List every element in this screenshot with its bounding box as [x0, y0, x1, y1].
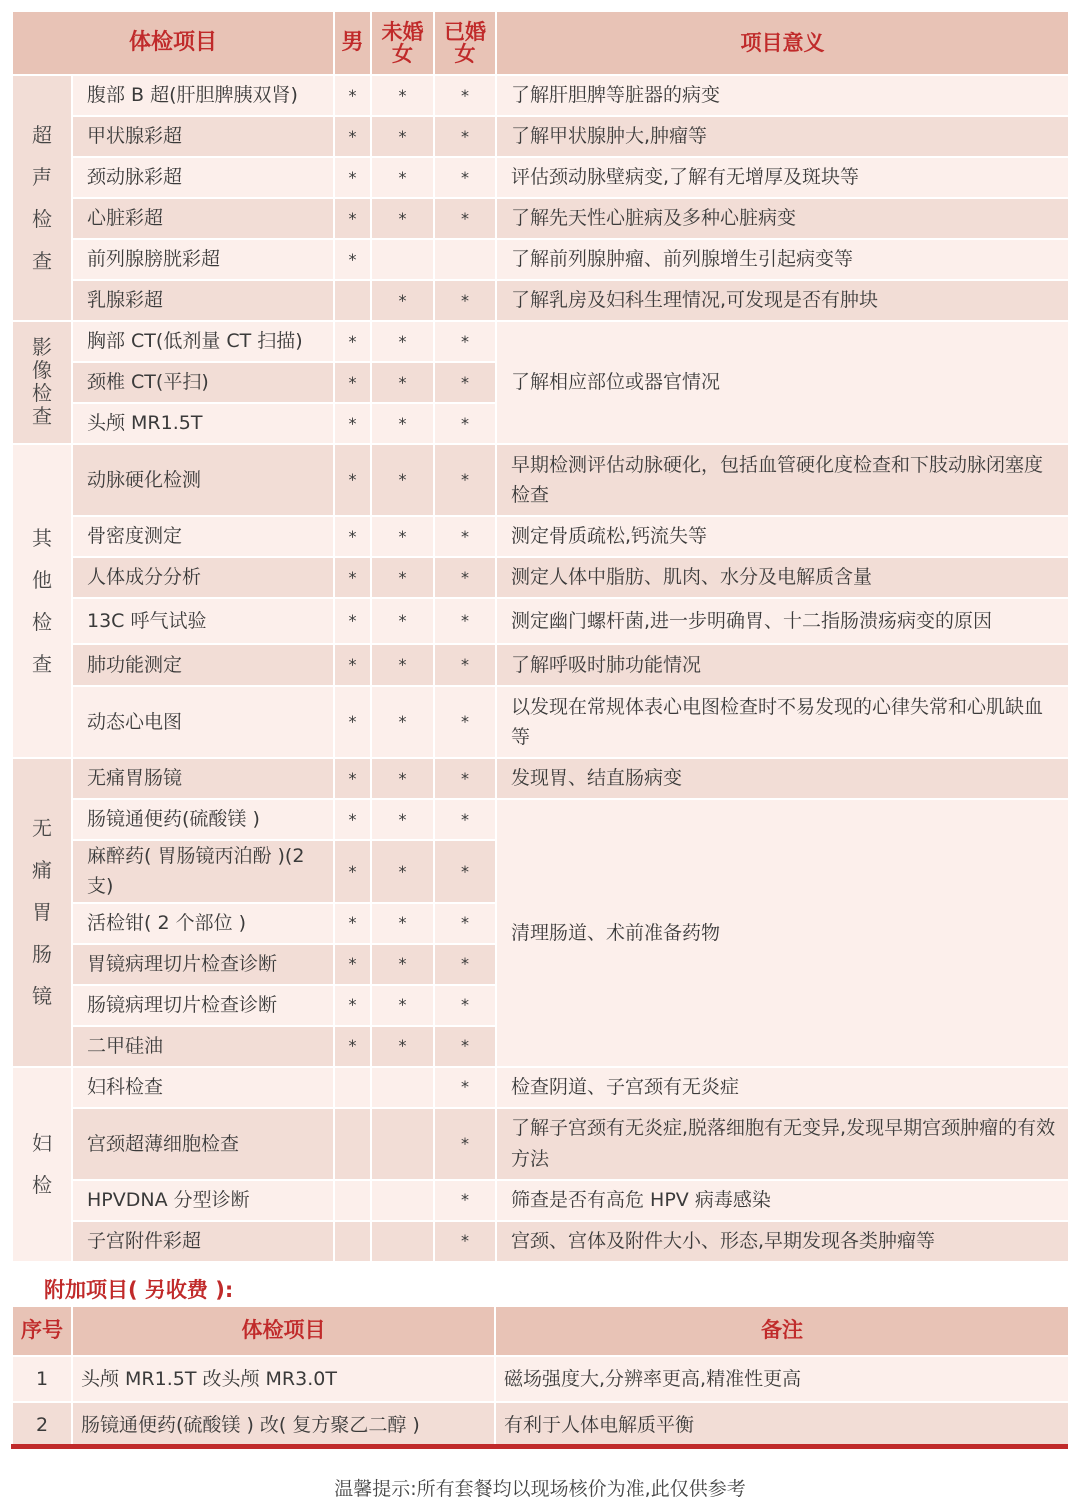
divider-line: [11, 1444, 1068, 1449]
category-char: 查: [32, 404, 52, 428]
category-char: 超: [32, 123, 52, 147]
table-row: [12, 557, 1069, 598]
male-mark: *: [334, 840, 371, 903]
checkup-table: [11, 10, 1070, 1263]
extra-header-row: [12, 1306, 1069, 1356]
married-female-mark: *: [434, 903, 496, 944]
item-cell: 颈椎 CT(平扫): [72, 362, 334, 403]
meaning-cell: 了解相应部位或器官情况: [496, 321, 1069, 444]
male-mark: *: [334, 1026, 371, 1067]
footer-note: 温馨提示:所有套餐均以现场核价为准,此仅供参考: [334, 1478, 746, 1500]
item-cell: 动脉硬化检测: [72, 444, 334, 516]
unmarried-female-mark: [371, 1067, 434, 1108]
meaning-cell: 了解乳房及妇科生理情况,可发现是否有肿块: [496, 280, 1069, 321]
table-row: [12, 644, 1069, 686]
item-cell: 腹部 B 超(肝胆脾胰双肾): [72, 75, 334, 116]
item-cell: 人体成分分析: [72, 557, 334, 598]
table-row: [12, 280, 1069, 321]
male-mark: *: [334, 239, 371, 280]
male-mark: *: [334, 686, 371, 758]
item-cell: 心脏彩超: [72, 198, 334, 239]
table-row: [12, 444, 1069, 516]
married-female-mark: *: [434, 75, 496, 116]
table-row: [12, 686, 1069, 758]
unmarried-female-mark: *: [371, 198, 434, 239]
male-mark: *: [334, 198, 371, 239]
meaning-cell: 测定幽门螺杆菌,进一步明确胃、十二指肠溃疡病变的原因: [496, 598, 1069, 644]
married-female-mark: *: [434, 321, 496, 362]
male-mark: [334, 1108, 371, 1180]
unmarried-female-mark: [371, 1180, 434, 1221]
category-char: 妇: [32, 1131, 52, 1156]
category-label: [32, 799, 52, 1025]
unmarried-female-mark: *: [371, 157, 434, 198]
category-char: 肠: [32, 942, 52, 967]
unmarried-female-mark: *: [371, 116, 434, 157]
married-female-mark: *: [434, 644, 496, 686]
male-mark: [334, 1180, 371, 1221]
meaning-cell: 了解甲状腺肿大,肿瘤等: [496, 116, 1069, 157]
table-row: [12, 598, 1069, 644]
married-female-mark: *: [434, 686, 496, 758]
item-cell: 妇科检查: [72, 1067, 334, 1108]
item-cell: HPVDNA 分型诊断: [72, 1180, 334, 1221]
married-female-mark: *: [434, 944, 496, 985]
meaning-cell: 测定骨质疏松,钙流失等: [496, 516, 1069, 557]
header-married-female: [434, 11, 496, 75]
item-cell: 前列腺膀胱彩超: [72, 239, 334, 280]
meaning-cell: 早期检测评估动脉硬化，包括血管硬化度检查和下肢动脉闭塞度检查: [496, 444, 1069, 516]
unmarried-female-mark: *: [371, 403, 434, 444]
married-female-mark: *: [434, 1026, 496, 1067]
category-gastro: [12, 758, 72, 1067]
male-mark: *: [334, 944, 371, 985]
extra-item: 肠镜通便药(硫酸镁 ) 改( 复方聚乙二醇 ): [72, 1402, 495, 1448]
item-cell: 宫颈超薄细胞检查: [72, 1108, 334, 1180]
category-char: 影: [32, 335, 52, 359]
item-cell: 肠镜通便药(硫酸镁 ): [72, 799, 334, 840]
married-female-mark: *: [434, 1108, 496, 1180]
category-char: 痛: [32, 858, 52, 883]
extra-item: 头颅 MR1.5T 改头颅 MR3.0T: [72, 1356, 495, 1402]
meaning-cell: 筛查是否有高危 HPV 病毒感染: [496, 1180, 1069, 1221]
married-female-mark: *: [434, 403, 496, 444]
table-row: [12, 1402, 1069, 1448]
item-cell: 活检钳( 2 个部位 ): [72, 903, 334, 944]
unmarried-female-mark: [371, 1221, 434, 1262]
extra-header-note: 备注: [495, 1306, 1069, 1356]
unmarried-female-mark: *: [371, 944, 434, 985]
male-mark: *: [334, 903, 371, 944]
item-cell: 无痛胃肠镜: [72, 758, 334, 799]
married-female-mark: *: [434, 444, 496, 516]
married-female-mark: *: [434, 362, 496, 403]
unmarried-female-mark: *: [371, 321, 434, 362]
male-mark: *: [334, 758, 371, 799]
married-female-mark: *: [434, 1221, 496, 1262]
unmarried-female-mark: *: [371, 516, 434, 557]
item-cell: 子宫附件彩超: [72, 1221, 334, 1262]
unmarried-female-mark: *: [371, 280, 434, 321]
meaning-cell: 了解前列腺肿瘤、前列腺增生引起病变等: [496, 239, 1069, 280]
item-cell: 胸部 CT(低剂量 CT 扫描): [72, 321, 334, 362]
meaning-cell: 了解肝胆脾等脏器的病变: [496, 75, 1069, 116]
married-female-mark: [434, 239, 496, 280]
married-female-mark: *: [434, 280, 496, 321]
male-mark: *: [334, 644, 371, 686]
married-female-mark: *: [434, 157, 496, 198]
male-mark: *: [334, 799, 371, 840]
unmarried-female-mark: *: [371, 758, 434, 799]
married-female-mark: *: [434, 116, 496, 157]
category-other: [12, 444, 72, 758]
married-female-mark: *: [434, 758, 496, 799]
male-mark: *: [334, 75, 371, 116]
unmarried-female-mark: *: [371, 75, 434, 116]
meaning-cell: 发现胃、结直肠病变: [496, 758, 1069, 799]
table-row: [12, 1356, 1069, 1402]
meaning-cell: 检查阴道、子宫颈有无炎症: [496, 1067, 1069, 1108]
header-meaning: 项目意义: [496, 11, 1069, 75]
meaning-cell: 评估颈动脉壁病变,了解有无增厚及斑块等: [496, 157, 1069, 198]
male-mark: [334, 1221, 371, 1262]
unmarried-female-mark: *: [371, 444, 434, 516]
table-row: [12, 198, 1069, 239]
male-mark: *: [334, 598, 371, 644]
male-mark: *: [334, 116, 371, 157]
table-row: [12, 75, 1069, 116]
meaning-cell: 了解呼吸时肺功能情况: [496, 644, 1069, 686]
married-female-mark: *: [434, 198, 496, 239]
extra-items-table: [11, 1305, 1070, 1449]
category-imaging: [12, 321, 72, 444]
extra-note: 磁场强度大,分辨率更高,精准性更高: [495, 1356, 1069, 1402]
item-cell: 胃镜病理切片检查诊断: [72, 944, 334, 985]
item-cell: 乳腺彩超: [72, 280, 334, 321]
unmarried-female-mark: *: [371, 557, 434, 598]
unmarried-female-mark: *: [371, 799, 434, 840]
table-row: [12, 1108, 1069, 1180]
table-row: [12, 1221, 1069, 1262]
category-label: [32, 509, 52, 693]
category-char: 像: [32, 358, 52, 382]
male-mark: *: [334, 985, 371, 1026]
male-mark: *: [334, 557, 371, 598]
extra-no: 2: [12, 1402, 72, 1448]
unmarried-female-mark: *: [371, 840, 434, 903]
category-label: [32, 336, 52, 428]
male-mark: [334, 280, 371, 321]
table-row: [12, 799, 1069, 840]
table-row: [12, 157, 1069, 198]
meaning-cell: 测定人体中脂肪、肌肉、水分及电解质含量: [496, 557, 1069, 598]
category-char: 镜: [32, 984, 52, 1009]
header-item: 体检项目: [12, 11, 334, 75]
table-row: [12, 758, 1069, 799]
category-char: 声: [32, 165, 52, 189]
item-cell: 甲状腺彩超: [72, 116, 334, 157]
table-row: [12, 116, 1069, 157]
table-header-row: [12, 11, 1069, 75]
male-mark: *: [334, 444, 371, 516]
extra-note: 有利于人体电解质平衡: [495, 1402, 1069, 1448]
married-female-mark: *: [434, 1067, 496, 1108]
category-ultrasound: [12, 75, 72, 321]
extra-items-title: 附加项目( 另收费 ):: [44, 1278, 234, 1302]
extra-no: 1: [12, 1356, 72, 1402]
header-married-female-label: 已婚女: [444, 19, 487, 66]
category-label: [32, 106, 52, 290]
unmarried-female-mark: *: [371, 1026, 434, 1067]
male-mark: *: [334, 403, 371, 444]
category-char: 检: [32, 381, 52, 405]
married-female-mark: *: [434, 598, 496, 644]
male-mark: *: [334, 362, 371, 403]
unmarried-female-mark: *: [371, 644, 434, 686]
table-row: [12, 1180, 1069, 1221]
unmarried-female-mark: *: [371, 362, 434, 403]
category-gyn: [12, 1067, 72, 1262]
header-unmarried-female: [371, 11, 434, 75]
married-female-mark: *: [434, 799, 496, 840]
unmarried-female-mark: *: [371, 686, 434, 758]
meaning-cell: 宫颈、宫体及附件大小、形态,早期发现各类肿瘤等: [496, 1221, 1069, 1262]
married-female-mark: *: [434, 840, 496, 903]
male-mark: [334, 1067, 371, 1108]
meaning-cell: 以发现在常规体表心电图检查时不易发现的心律失常和心肌缺血等: [496, 686, 1069, 758]
item-cell: 二甲硅油: [72, 1026, 334, 1067]
item-cell: 头颅 MR1.5T: [72, 403, 334, 444]
table-row: [12, 516, 1069, 557]
item-cell: 肠镜病理切片检查诊断: [72, 985, 334, 1026]
table-row: [12, 239, 1069, 280]
category-char: 其: [32, 526, 52, 550]
category-label: [32, 1114, 52, 1214]
category-char: 查: [32, 249, 52, 273]
married-female-mark: *: [434, 985, 496, 1026]
item-cell: 肺功能测定: [72, 644, 334, 686]
married-female-mark: *: [434, 516, 496, 557]
extra-header-no: 序号: [12, 1306, 72, 1356]
category-char: 检: [32, 610, 52, 634]
item-cell: 13C 呼气试验: [72, 598, 334, 644]
male-mark: *: [334, 321, 371, 362]
category-char: 查: [32, 652, 52, 676]
unmarried-female-mark: *: [371, 598, 434, 644]
item-cell: 麻醉药( 胃肠镜丙泊酚 )(2 支): [72, 840, 334, 903]
category-char: 他: [32, 568, 52, 592]
unmarried-female-mark: [371, 1108, 434, 1180]
meaning-cell: 了解子宫颈有无炎症,脱落细胞有无变异,发现早期宫颈肿瘤的有效方法: [496, 1108, 1069, 1180]
category-char: 检: [32, 1173, 52, 1198]
unmarried-female-mark: *: [371, 903, 434, 944]
category-char: 胃: [32, 900, 52, 925]
item-cell: 颈动脉彩超: [72, 157, 334, 198]
item-cell: 动态心电图: [72, 686, 334, 758]
extra-header-item: 体检项目: [72, 1306, 495, 1356]
table-row: [12, 1067, 1069, 1108]
married-female-mark: *: [434, 1180, 496, 1221]
unmarried-female-mark: [371, 239, 434, 280]
meaning-cell: 清理肠道、术前准备药物: [496, 799, 1069, 1067]
header-unmarried-female-label: 未婚女: [381, 19, 424, 66]
male-mark: *: [334, 516, 371, 557]
unmarried-female-mark: *: [371, 985, 434, 1026]
table-row: [12, 321, 1069, 362]
item-cell: 骨密度测定: [72, 516, 334, 557]
married-female-mark: *: [434, 557, 496, 598]
male-mark: *: [334, 157, 371, 198]
category-char: 无: [32, 816, 52, 841]
header-male: 男: [334, 11, 371, 75]
meaning-cell: 了解先天性心脏病及多种心脏病变: [496, 198, 1069, 239]
category-char: 检: [32, 207, 52, 231]
